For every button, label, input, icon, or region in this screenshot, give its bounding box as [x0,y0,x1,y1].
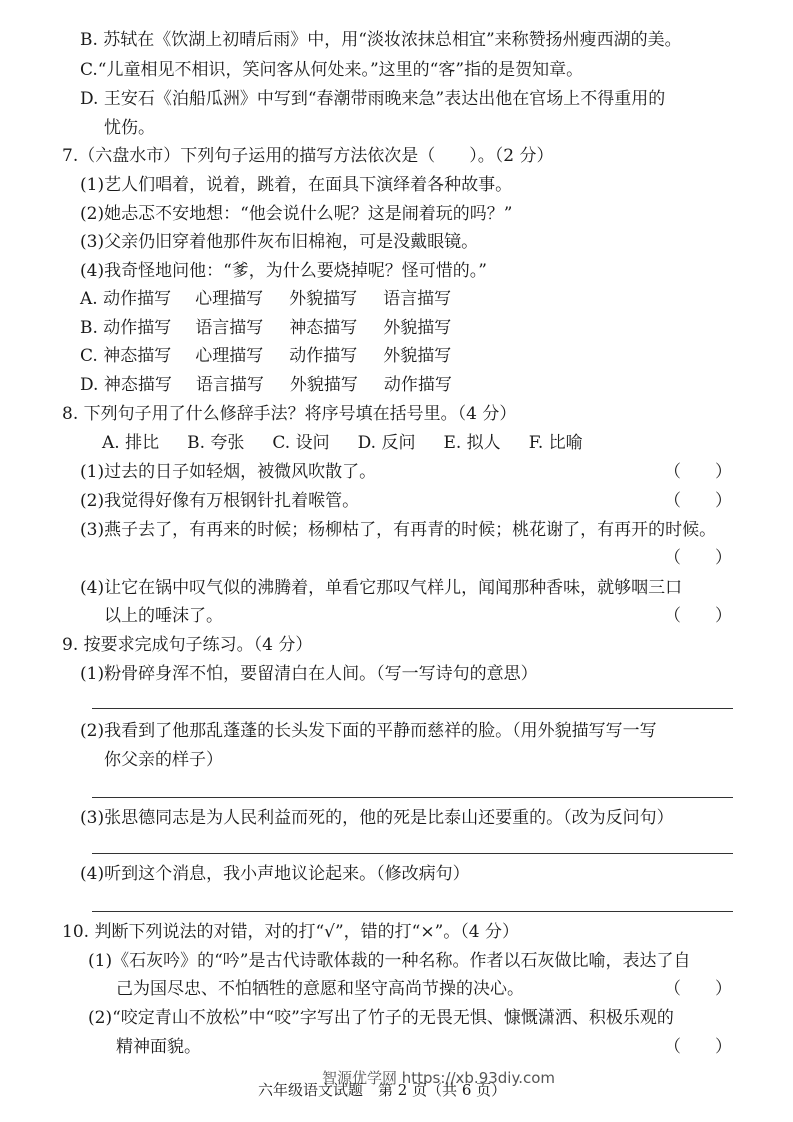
q9-answer-line-1[interactable] [92,708,733,709]
q7-option-d[interactable]: D. 神态描写 语言描写 外貌描写 动作描写 [80,375,452,395]
q10-answer-1[interactable]: （ ） [664,979,732,999]
q6-option-c: C.“儿童相见不相识，笑问客从何处来。”这里的“客”指的是贺知章。 [80,60,584,80]
q8-sentence-4: (4)让它在锅中叹气似的沸腾着，单看它那叹气样儿，闻闻那种香味，就够咽三口 [80,578,683,598]
q9-item-1: (1)粉骨碎身浑不怕，要留清白在人间。（写一写诗句的意思） [80,664,538,684]
q8-answer-2[interactable]: （ ） [664,491,732,511]
q8-sentence-4-cont: 以上的唾沫了。 [104,606,223,626]
q7-sentence-4: (4)我奇怪地问他：“爹，为什么要烧掉呢？怪可惜的。” [80,261,487,281]
q9-item-4: (4)听到这个消息，我小声地议论起来。（修改病句） [80,864,470,884]
q8-choices: A. 排比 B. 夸张 C. 设问 D. 反问 E. 拟人 F. 比喻 [102,433,583,453]
q7-sentence-2: (2)她忐忑不安地想：“他会说什么呢？这是闹着玩的吗？” [80,204,513,224]
q8-answer-4[interactable]: （ ） [664,606,732,626]
q9-answer-line-3[interactable] [92,853,733,854]
q10-stem: 10. 判断下列说法的对错，对的打“√”，错的打“×”。（4 分） [62,922,519,942]
q8-sentence-3: (3)燕子去了，有再来的时候；杨柳枯了，有再青的时候；桃花谢了，有再开的时候。 [80,520,717,540]
q9-item-3: (3)张思德同志是为人民利益而死的，他的死是比泰山还要重的。（改为反问句） [80,808,674,828]
q6-option-d: D. 王安石《泊船瓜洲》中写到“春潮带雨晚来急”表达出他在官场上不得重用的 [80,89,666,109]
q9-answer-line-2[interactable] [92,797,733,798]
q8-stem: 8. 下列句子用了什么修辞手法？将序号填在括号里。（4 分） [62,404,517,424]
q9-item-2: (2)我看到了他那乱蓬蓬的长头发下面的平静而慈祥的脸。（用外貌描写写一写 [80,721,657,741]
q8-answer-3[interactable]: （ ） [664,548,732,568]
page-footer: 六年级语文试题 第 2 页（共 6 页） [258,1081,507,1099]
q7-option-b[interactable]: B. 动作描写 语言描写 神态描写 外貌描写 [80,318,452,338]
q10-item-1: (1)《石灰吟》的“吟”是古代诗歌体裁的一种名称。作者以石灰做比喻，表达了自 [88,951,691,971]
q8-sentence-1: (1)过去的日子如轻烟，被微风吹散了。 [80,462,377,482]
q10-answer-2[interactable]: （ ） [664,1037,732,1057]
q9-item-2-cont: 你父亲的样子） [104,750,223,770]
q6-option-d-cont: 忧伤。 [104,118,155,138]
watermark: 智源优学网 https://xb.93diy.com [322,1069,556,1087]
q7-sentence-3: (3)父亲仍旧穿着他那件灰布旧棉袍，可是没戴眼镜。 [80,232,479,252]
q7-option-a[interactable]: A. 动作描写 心理描写 外貌描写 语言描写 [80,289,452,309]
q6-option-b: B. 苏轼在《饮湖上初晴后雨》中，用“淡妆浓抹总相宜”来称赞扬州瘦西湖的美。 [80,30,682,50]
q7-option-c[interactable]: C. 神态描写 心理描写 动作描写 外貌描写 [80,346,452,366]
q8-sentence-2: (2)我觉得好像有万根钢针扎着喉管。 [80,491,360,511]
q7-stem: 7.（六盘水市）下列句子运用的描写方法依次是（ ）。（2 分） [62,146,554,166]
q10-item-2: (2)“咬定青山不放松”中“咬”字写出了竹子的无畏无惧、慷慨潇洒、积极乐观的 [88,1008,674,1028]
q10-item-1-cont: 己为国尽忠、不怕牺牲的意愿和坚守高尚节操的决心。 [116,979,524,999]
q9-answer-line-4[interactable] [92,911,733,912]
q8-answer-1[interactable]: （ ） [664,462,732,482]
q9-stem: 9. 按要求完成句子练习。（4 分） [62,635,313,655]
q7-sentence-1: (1)艺人们唱着，说着，跳着，在面具下演绎着各种故事。 [80,175,513,195]
q10-item-2-cont: 精神面貌。 [116,1037,201,1057]
